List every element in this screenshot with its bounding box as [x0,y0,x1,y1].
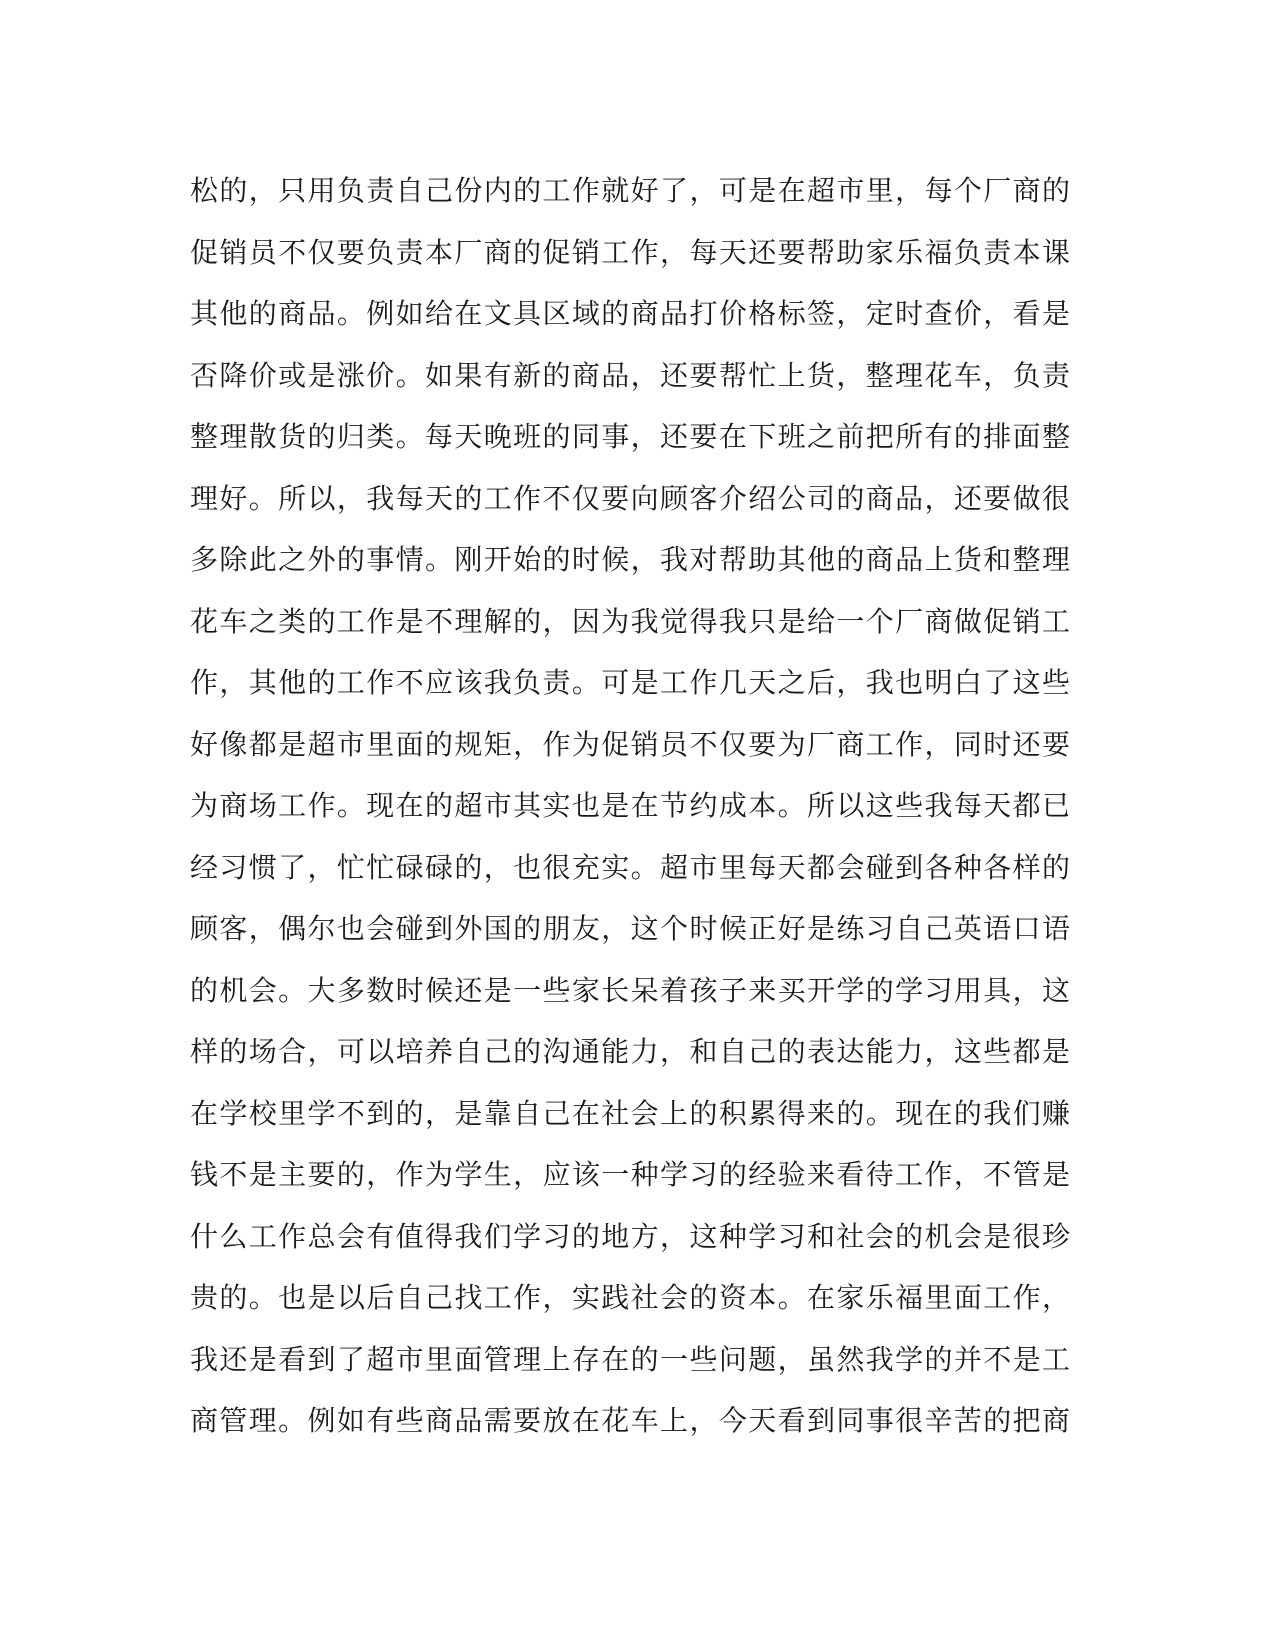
text-line-6: 理好。所以，我每天的工作不仅要向顾客介绍公司的商品，还要做很 [190,481,1070,515]
text-line-9: 作，其他的工作不应该我负责。可是工作几天之后，我也明白了这些 [190,666,1070,699]
text-line-7: 多除此之外的事情。刚开始的时候，我对帮助其他的商品上货和整理 [190,543,1070,576]
text-line-10: 好像都是超市里面的规矩，作为促销员不仅要为厂商工作，同时还要 [190,727,1070,761]
text-line-17: 钱不是主要的，作为学生，应该一种学习的经验来看待工作，不管是 [190,1158,1070,1191]
text-line-21: 商管理。例如有些商品需要放在花车上，今天看到同事很辛苦的把商 [190,1404,1070,1437]
text-line-3: 其他的商品。例如给在文具区域的商品打价格标签，定时查价，看是 [190,297,1070,330]
text-line-11: 为商场工作。现在的超市其实也是在节约成本。所以这些我每天都已 [190,789,1070,822]
text-line-15: 样的场合，可以培养自己的沟通能力，和自己的表达能力，这些都是 [190,1035,1070,1068]
text-line-13: 顾客，偶尔也会碰到外国的朋友，这个时候正好是练习自己英语口语 [190,912,1070,945]
text-line-8: 花车之类的工作是不理解的，因为我觉得我只是给一个厂商做促销工 [190,604,1070,638]
text-line-18: 什么工作总会有值得我们学习的地方，这种学习和社会的机会是很珍 [190,1219,1070,1253]
text-line-14: 的机会。大多数时候还是一些家长呆着孩子来买开学的学习用具，这 [190,973,1070,1007]
text-line-12: 经习惯了，忙忙碌碌的，也很充实。超市里每天都会碰到各种各样的 [190,850,1070,884]
text-line-4: 否降价或是涨价。如果有新的商品，还要帮忙上货，整理花车，负责 [190,358,1070,392]
text-line-20: 我还是看到了超市里面管理上存在的一些问题，虽然我学的并不是工 [190,1342,1070,1376]
text-line-2: 促销员不仅要负责本厂商的促销工作，每天还要帮助家乐福负责本课 [190,235,1070,269]
text-line-5: 整理散货的归类。每天晚班的同事，还要在下班之前把所有的排面整 [190,420,1070,453]
body-text [190,160,1070,1452]
text-line-16: 在学校里学不到的，是靠自己在社会上的积累得来的。现在的我们赚 [190,1096,1070,1130]
text-line-19: 贵的。也是以后自己找工作，实践社会的资本。在家乐福里面工作， [190,1281,1070,1314]
text-line-1: 松的，只用负责自己份内的工作就好了，可是在超市里，每个厂商的 [190,174,1070,207]
